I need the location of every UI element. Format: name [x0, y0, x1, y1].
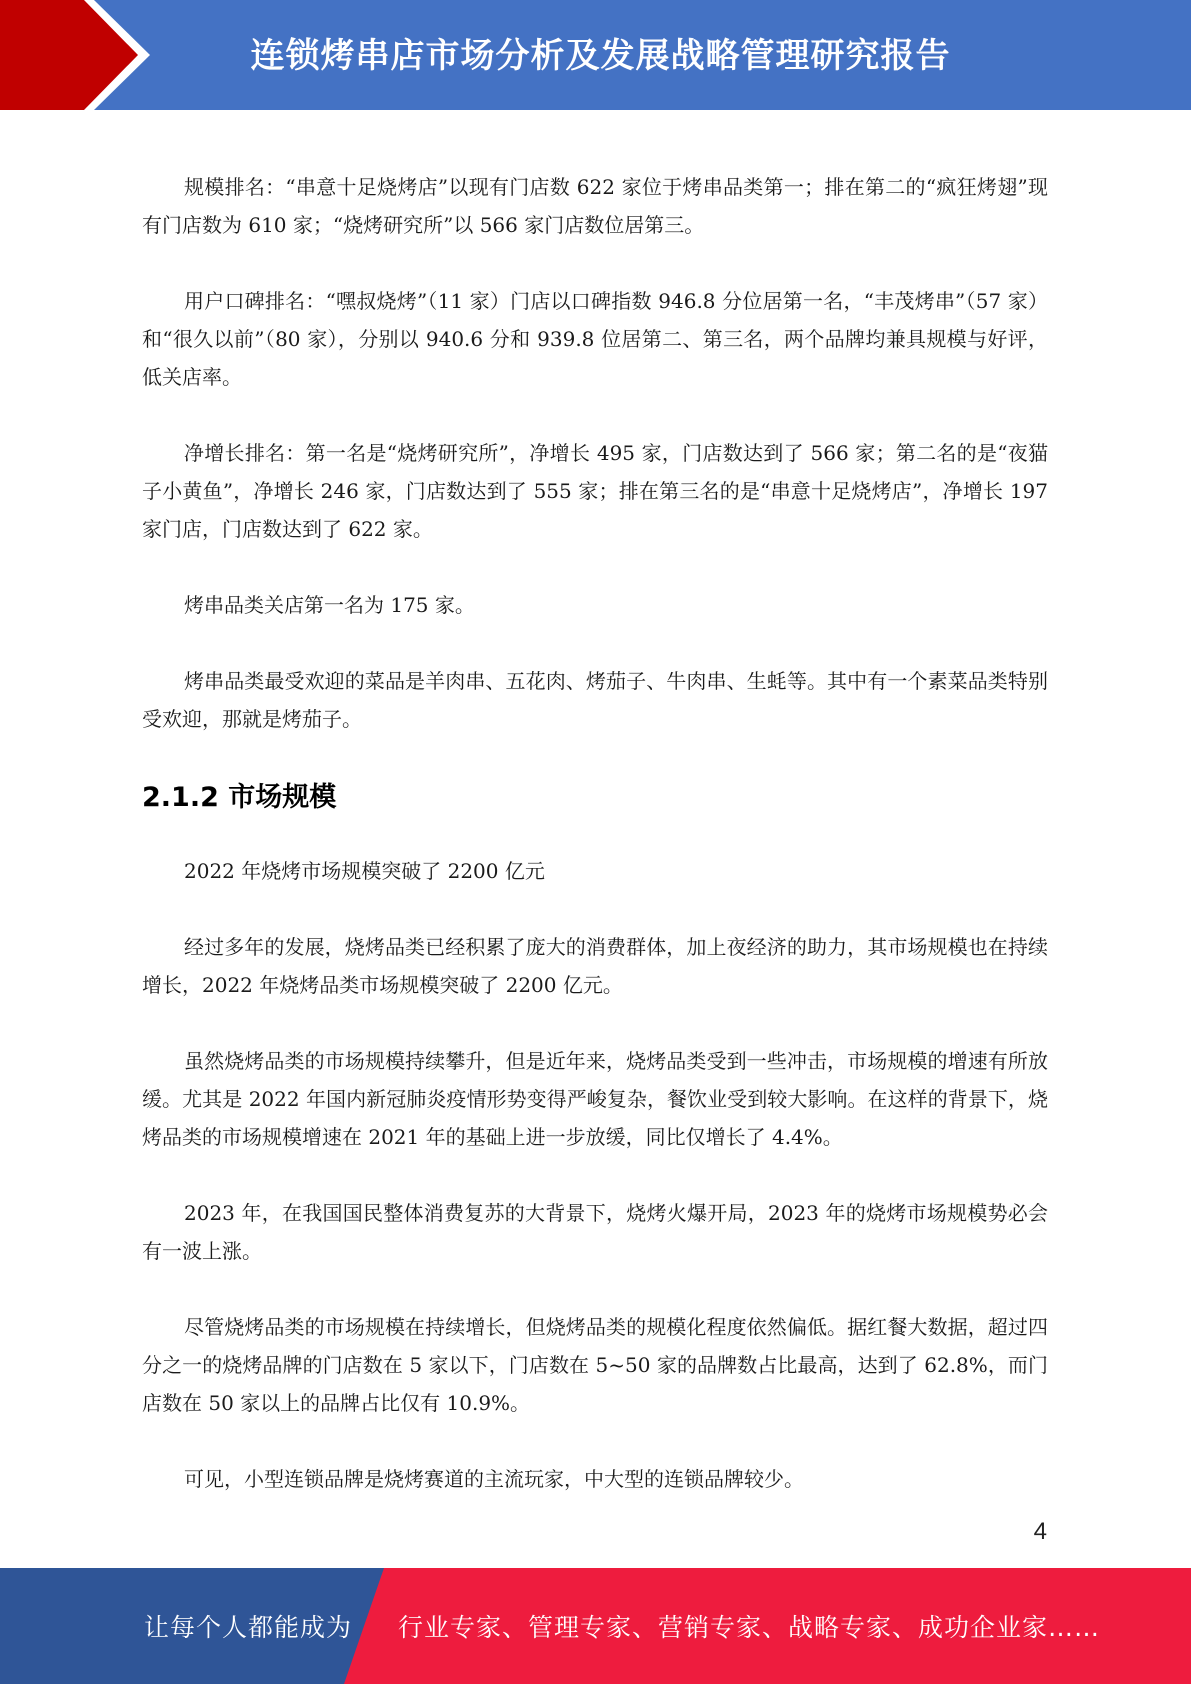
document-body — [142, 168, 1048, 1536]
paragraph-market-size-headline: 2022 年烧烤市场规模突破了 2200 亿元 — [184, 859, 545, 883]
paragraph-2023-outlook: 2023 年，在我国国民整体消费复苏的大背景下，烧烤火爆开局，2023 年的烧烤市场规模势必会有一波上涨。 — [142, 1201, 1048, 1263]
footer-slogan-left: 让每个人都能成为 — [144, 1613, 353, 1642]
paragraph-market-growth: 经过多年的发展，烧烤品类已经积累了庞大的消费群体，加上夜经济的助力，其市场规模也在持续增长，2022 年烧烤品类市场规模突破了 2200 亿元。 — [142, 935, 1048, 997]
paragraph-closures: 烤串品类关店第一名为 175 家。 — [184, 593, 475, 617]
paragraph-scale-ranking: 规模排名：“串意十足烧烤店”以现有门店数 622 家位于烤串品类第一；排在第二的“疯狂烤翅”现有门店数为 610 家；“烧烤研究所”以 566 家门店数位居第三。 — [142, 175, 1048, 237]
paragraph-popular-dishes: 烤串品类最受欢迎的菜品是羊肉串、五花肉、烤茄子、牛肉串、生蚝等。其中有一个素菜品类特别受欢迎，那就是烤茄子。 — [142, 669, 1048, 731]
footer-slogan-right: 行业专家、管理专家、营销专家、战略专家、成功企业家…… — [398, 1613, 1101, 1642]
page-number: 4 — [1033, 1518, 1047, 1545]
paragraph-growth-slowdown: 虽然烧烤品类的市场规模持续攀升，但是近年来，烧烤品类受到一些冲击，市场规模的增速有所放缓。尤其是 2022 年国内新冠肺炎疫情形势变得严峻复杂，餐饮业受到较大影响。在这样的背景下，烧烤品类的市场规模增速在 2021 年的基础上进一步放缓，同比仅增长了 4.4%。 — [142, 1049, 1048, 1149]
footer-banner — [0, 1568, 1191, 1684]
paragraph-chain-scale: 尽管烧烤品类的市场规模在持续增长，但烧烤品类的规模化程度依然偏低。据红餐大数据，超过四分之一的烧烤品牌的门店数在 5 家以下，门店数在 5~50 家的品牌数占比最高，达到了 62.8%，而门店数在 50 家以上的品牌占比仅有 10.9%。 — [142, 1315, 1048, 1415]
paragraph-reputation-ranking: 用户口碑排名：“嘿叔烧烤”（11 家）门店以口碑指数 946.8 分位居第一名，“丰茂烤串”（57 家）和“很久以前”（80 家），分别以 940.6 分和 939.8 位居第二、第三名，两个品牌均兼具规模与好评，低关店率。 — [142, 289, 1048, 389]
paragraph-conclusion: 可见，小型连锁品牌是烧烤赛道的主流玩家，中大型的连锁品牌较少。 — [184, 1467, 804, 1491]
paragraph-net-growth-ranking: 净增长排名：第一名是“烧烤研究所”，净增长 495 家，门店数达到了 566 家；第二名的是“夜猫子小黄鱼”，净增长 246 家，门店数达到了 555 家；排在第三名的是“串意十足烧烤店”，净增长 197 家门店，门店数达到了 622 家。 — [142, 441, 1048, 541]
report-title: 连锁烤串店市场分析及发展战略管理研究报告 — [250, 36, 951, 76]
section-heading-market-size: 2.1.2 市场规模 — [142, 782, 337, 813]
header-banner — [0, 0, 1191, 110]
